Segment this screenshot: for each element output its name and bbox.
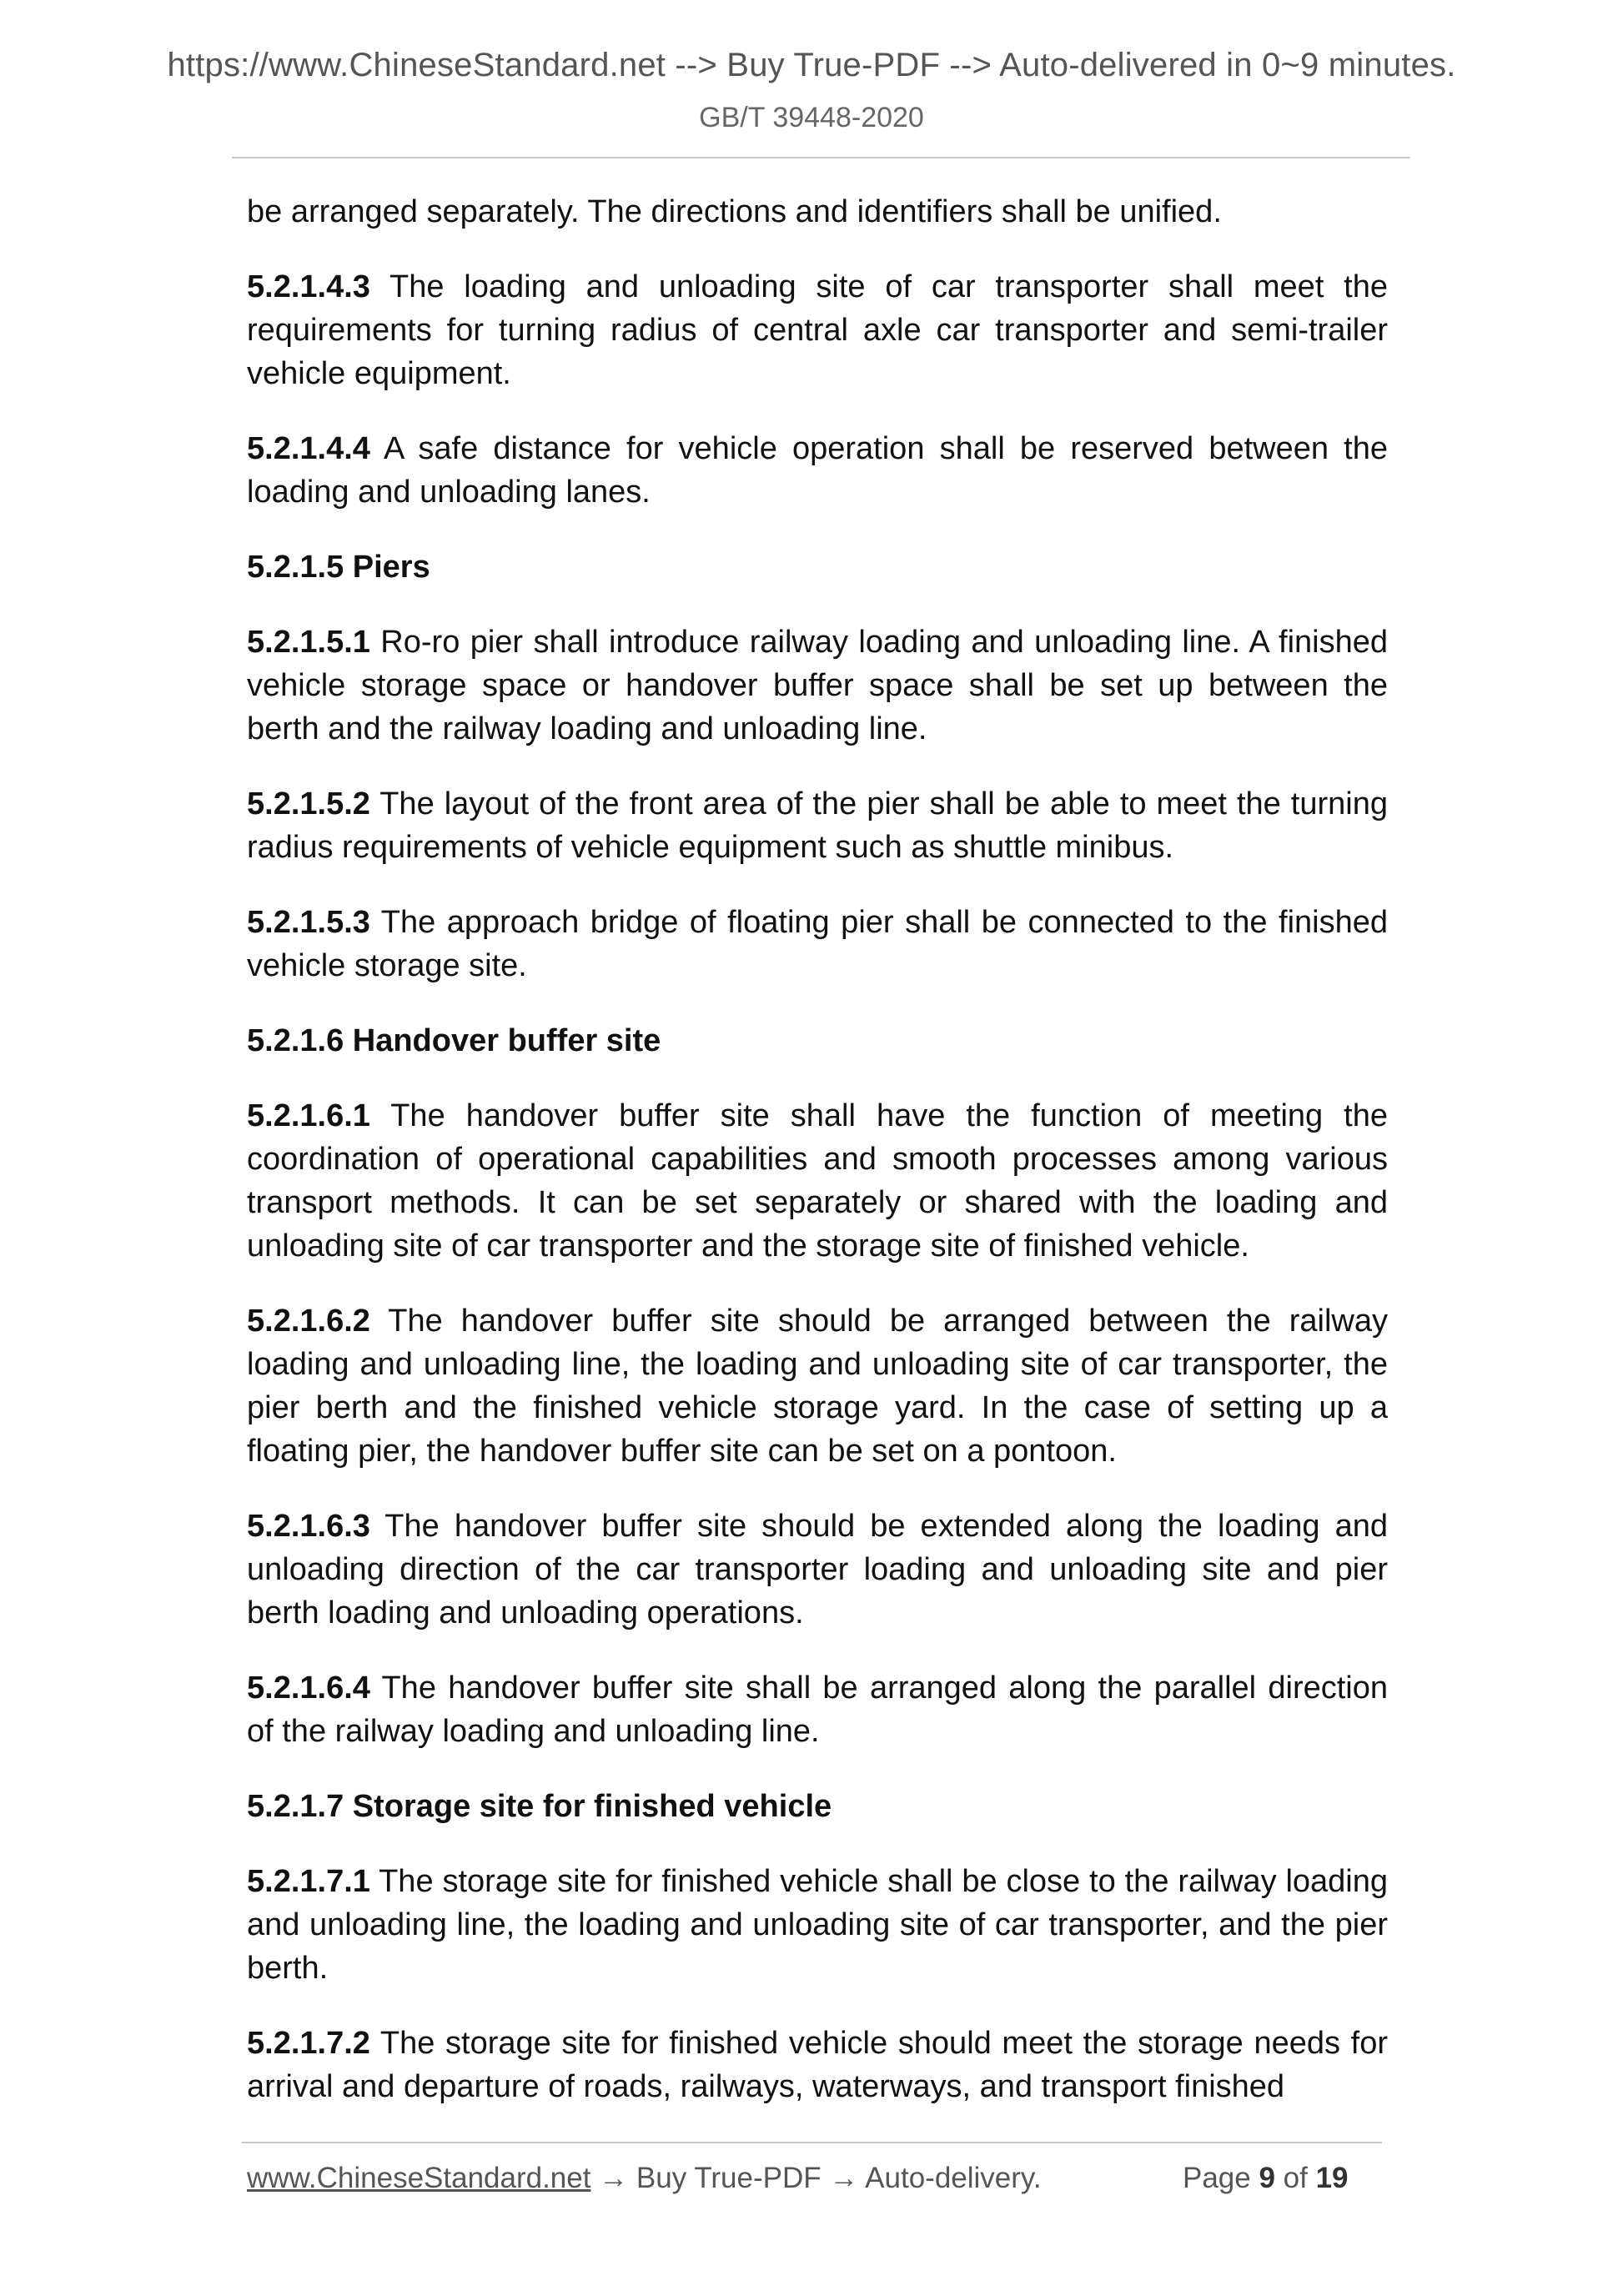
clause-5-2-1-7-2 (247, 2022, 1388, 2108)
clause-number: 5.2.1.6.4 (247, 1671, 370, 1706)
footer-promo (247, 2162, 1042, 2195)
clause-text: The storage site for finished vehicle shall be close to the railway loading and unloading line, the loading and unloading site of car transporter, and the pier berth. (247, 1864, 1388, 1986)
page-of-label: of (1274, 2162, 1316, 2194)
section-heading-storage-site: 5.2.1.7 Storage site for finished vehicle (247, 1789, 832, 1824)
clause-text: The storage site for finished vehicle should meet the storage needs for arrival and departure of roads, railways, waterways, and transport finished (247, 2026, 1388, 2104)
clause-number: 5.2.1.7.2 (247, 2026, 370, 2061)
clause-5-2-1-7-1 (247, 1860, 1388, 1990)
clause-5-2-1-6-4 (247, 1666, 1388, 1753)
clause-text: The approach bridge of floating pier shall be connected to the finished vehicle storage site. (247, 905, 1388, 983)
header-divider (232, 157, 1410, 158)
clause-text: The handover buffer site shall be arranged along the parallel direction of the railway loading and unloading line. (247, 1671, 1388, 1749)
page-indicator (1183, 2162, 1349, 2195)
clause-text: The loading and unloading site of car transporter shall meet the requirements for turning radius of central axle car transporter and semi-trailer vehicle equipment. (247, 269, 1388, 391)
clause-number: 5.2.1.6.1 (247, 1098, 370, 1133)
clause-5-2-1-6-3 (247, 1505, 1388, 1635)
page-total: 19 (1315, 2162, 1349, 2194)
clause-text: The handover buffer site should be arranged between the railway loading and unloading line, the loading and unloading site of car transporter, the pier berth and the finished vehicle storage yard. In the case of setting up a floating pier, the handover buffer site can be set on a pontoon. (247, 1304, 1388, 1469)
clause-number: 5.2.1.6.3 (247, 1509, 370, 1544)
clause-5-2-1-6-2 (247, 1299, 1388, 1473)
clause-number: 5.2.1.6.2 (247, 1304, 370, 1339)
clause-number: 5.2.1.4.3 (247, 269, 370, 304)
section-heading-piers: 5.2.1.5 Piers (247, 550, 430, 585)
paragraph-continuation: be arranged separately. The directions and identifiers shall be unified. (247, 194, 1222, 229)
clause-5-2-1-6-1 (247, 1094, 1388, 1268)
clause-text: A safe distance for vehicle operation shall be reserved between the loading and unloading lanes. (247, 431, 1388, 510)
clause-number: 5.2.1.5.3 (247, 905, 370, 940)
clause-number: 5.2.1.5.2 (247, 786, 370, 821)
clause-number: 5.2.1.5.1 (247, 625, 370, 660)
page-number: 9 (1259, 2162, 1275, 2194)
document-code: GB/T 39448-2020 (699, 102, 924, 133)
page-label: Page (1183, 2162, 1259, 2194)
footer-divider (242, 2142, 1382, 2143)
clause-5-2-1-5-3 (247, 901, 1388, 987)
clause-text: Ro-ro pier shall introduce railway loading and unloading line. A finished vehicle storage space or handover buffer space shall be set up between the berth and the railway loading and unloading line. (247, 625, 1388, 746)
clause-text: The layout of the front area of the pier shall be able to meet the turning radius requirements of vehicle equipment such as shuttle minibus. (247, 786, 1388, 865)
section-heading-handover-buffer-site: 5.2.1.6 Handover buffer site (247, 1023, 661, 1058)
clause-number: 5.2.1.7.1 (247, 1864, 370, 1899)
page-body (247, 190, 1388, 2140)
header-banner: https://www.ChineseStandard.net --> Buy True-PDF --> Auto-delivered in 0~9 minutes. (167, 47, 1456, 83)
clause-5-2-1-5-1 (247, 620, 1388, 751)
clause-5-2-1-5-2 (247, 782, 1388, 869)
footer-site-link[interactable]: www.ChineseStandard.net (247, 2162, 591, 2194)
footer-promo-text: → Buy True-PDF → Auto-delivery. (590, 2162, 1042, 2194)
clause-text: The handover buffer site should be extended along the loading and unloading direction of the car transporter loading and unloading site and pier berth loading and unloading operations. (247, 1509, 1388, 1630)
clause-text: The handover buffer site shall have the function of meeting the coordination of operational capabilities and smooth processes among various transport methods. It can be set separately or shared with the loading and unloading site of car transporter and the storage site of finished vehicle. (247, 1098, 1388, 1264)
clause-5-2-1-4-3 (247, 265, 1388, 395)
clause-number: 5.2.1.4.4 (247, 431, 370, 466)
clause-5-2-1-4-4 (247, 427, 1388, 514)
